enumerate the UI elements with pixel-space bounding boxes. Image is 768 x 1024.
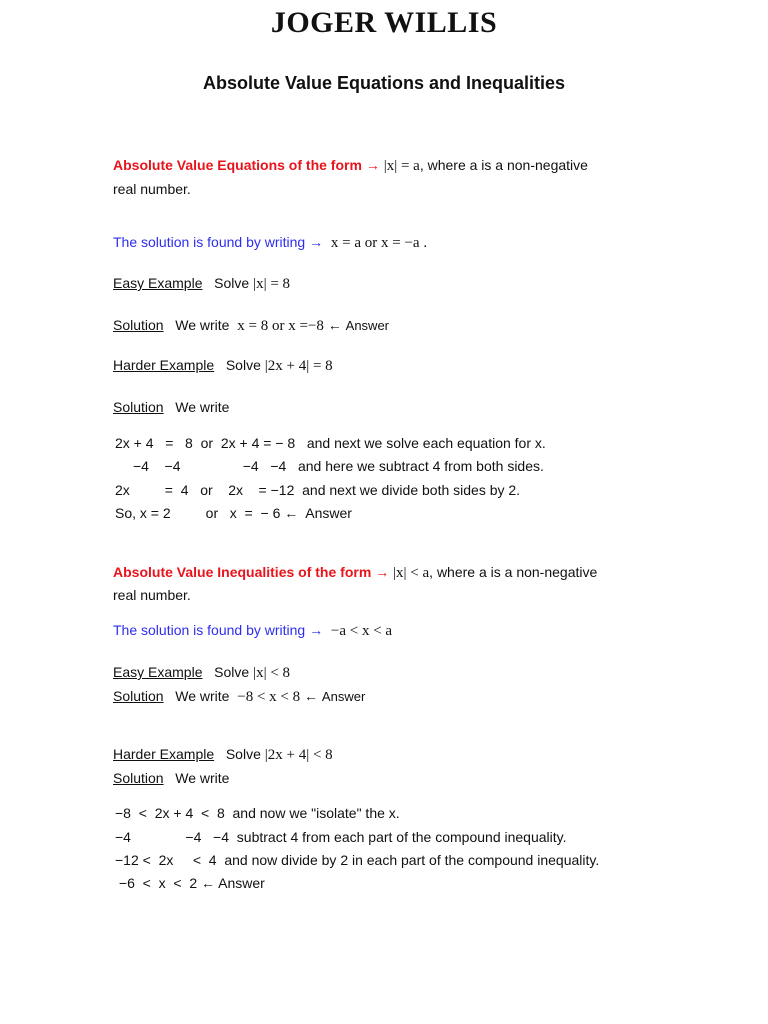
solution-math: x = 8 or x =−8 <box>237 318 324 334</box>
inequalities-harder-solution <box>113 770 229 786</box>
answer-label: Answer <box>345 318 390 333</box>
inequalities-heading-rest: , where a is a non-negative <box>429 564 598 580</box>
easy-example-math: |x| = 8 <box>253 276 291 292</box>
easy-example-text: Solve <box>214 664 250 680</box>
equations-solution-rule-text: The solution is found by writing <box>113 234 306 250</box>
easy-example-math: |x| < 8 <box>253 665 291 681</box>
equations-heading-line2: real number. <box>113 181 191 197</box>
equation-step-1: 2x + 4 = 8 or 2x + 4 = − 8 and next we solve each equation for x. <box>115 435 546 451</box>
equations-easy-solution <box>113 317 389 335</box>
solution-label: Solution <box>113 317 164 333</box>
easy-example-label: Easy Example <box>113 664 203 680</box>
harder-example-math: |2x + 4| = 8 <box>264 358 333 374</box>
solution-text: We write <box>175 317 230 333</box>
author-name: JOGER WILLIS <box>270 6 498 39</box>
solution-label: Solution <box>113 399 164 415</box>
equations-solution-rule-math: x = a or x = −a . <box>330 235 428 251</box>
inequalities-solution-rule-text: The solution is found by writing <box>113 622 306 638</box>
harder-example-text: Solve <box>225 746 261 762</box>
equation-step-4: So, x = 2 or x = − 6 ← Answer <box>115 505 352 521</box>
easy-example-label: Easy Example <box>113 275 203 291</box>
equation-step-3: 2x = 4 or 2x = −12 and next we divide both sides by 2. <box>115 482 521 498</box>
inequality-step-2: −4 −4 −4 subtract 4 from each part of the compound inequality. <box>115 829 567 845</box>
inequality-step-1: −8 < 2x + 4 < 8 and now we "isolate" the x. <box>115 805 400 821</box>
solution-text: We write <box>175 770 230 786</box>
solution-text: We write <box>175 399 230 415</box>
equations-heading-label: Absolute Value Equations of the form <box>113 157 362 173</box>
equations-heading-math: |x| = a <box>383 158 420 174</box>
harder-example-label: Harder Example <box>113 357 215 373</box>
left-arrow-icon: ← <box>304 688 319 704</box>
left-arrow-icon: ← <box>327 317 342 333</box>
right-arrow-icon: → <box>375 564 390 580</box>
easy-example-text: Solve <box>214 275 250 291</box>
solution-text: We write <box>175 688 230 704</box>
harder-example-text: Solve <box>225 357 261 373</box>
inequalities-heading-math: |x| < a <box>393 565 430 581</box>
inequality-step-4: −6 < x < 2 ← Answer <box>115 875 265 891</box>
inequalities-easy-example <box>113 664 290 682</box>
equations-harder-solution <box>113 399 229 415</box>
inequalities-harder-example <box>113 746 333 764</box>
solution-label: Solution <box>113 770 164 786</box>
page-title: Absolute Value Equations and Inequalities <box>202 73 566 93</box>
answer-label: Answer <box>321 689 366 704</box>
harder-example-math: |2x + 4| < 8 <box>264 747 333 763</box>
solution-label: Solution <box>113 688 164 704</box>
right-arrow-icon: → <box>309 622 324 638</box>
equations-heading <box>113 157 588 175</box>
inequality-step-3: −12 < 2x < 4 and now divide by 2 in each part of the compound inequality. <box>115 852 600 868</box>
right-arrow-icon: → <box>309 234 324 250</box>
equations-harder-example <box>113 357 333 375</box>
equation-step-2: −4 −4 −4 −4 and here we subtract 4 from both sides. <box>133 458 544 474</box>
equations-heading-rest: , where a is a non-negative <box>419 157 588 173</box>
inequalities-heading-label: Absolute Value Inequalities of the form <box>113 564 372 580</box>
equations-easy-example <box>113 275 290 293</box>
equations-solution-rule <box>113 234 427 252</box>
inequalities-heading-line2: real number. <box>113 587 191 603</box>
inequalities-solution-rule <box>113 622 392 640</box>
right-arrow-icon: → <box>365 157 380 173</box>
inequalities-solution-rule-math: −a < x < a <box>330 623 393 639</box>
solution-math: −8 < x < 8 <box>237 689 301 705</box>
inequalities-easy-solution <box>113 688 365 706</box>
harder-example-label: Harder Example <box>113 746 215 762</box>
inequalities-heading <box>113 564 597 582</box>
